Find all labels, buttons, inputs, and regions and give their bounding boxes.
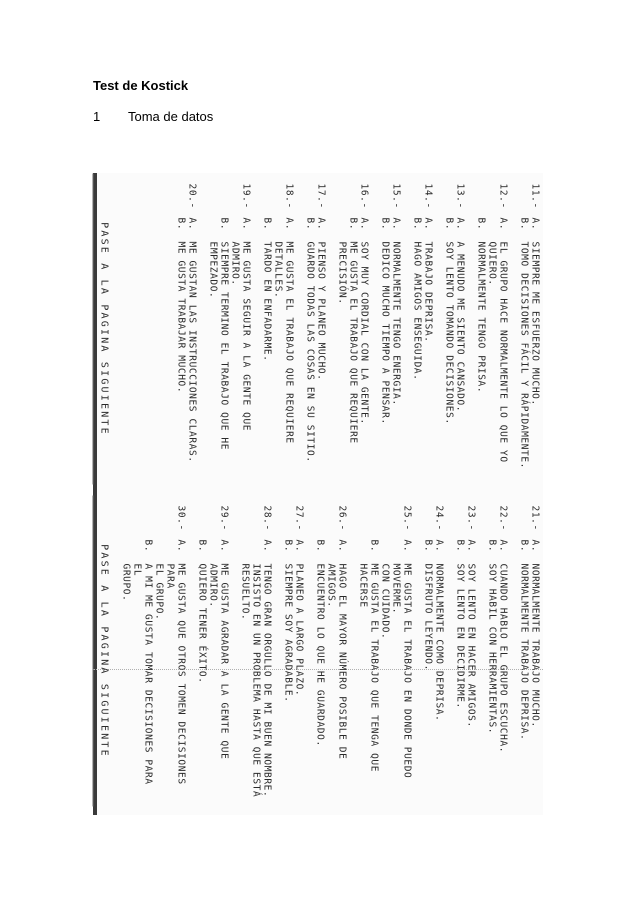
question-item (412, 184, 434, 479)
footer-rule (93, 496, 94, 807)
question-number: 19.- (240, 183, 252, 209)
question-number: 11.- (529, 183, 541, 209)
option-text: NORMALMENTE TENGO ENERGIA. (390, 241, 402, 406)
option-text: ME GUSTA EL TRABAJO EN DONDE PUEDO MOVERME. CON CUIDADO. (379, 563, 413, 779)
option-b (305, 218, 316, 479)
option-a (466, 540, 477, 801)
option-text: A MI ME GUSTA TOMAR DECISIONES PARA EL GRUPO. (120, 563, 154, 785)
option-b (455, 540, 466, 801)
question-item (283, 506, 305, 801)
footer-rule (93, 174, 94, 485)
option-letter: A. (336, 539, 348, 553)
question-number: 23.- (465, 505, 477, 531)
option-a (359, 218, 370, 479)
question-item (197, 506, 230, 801)
option-letter: A. (315, 217, 327, 231)
option-text: GUARDO TODAS LAS COSAS EN SU SITIO. (304, 241, 316, 463)
option-text: NORMALMENTE TRABAJO DEPRISA. (518, 563, 530, 741)
option-b (423, 540, 434, 801)
option-letter: A. (261, 539, 273, 553)
option-a (273, 218, 295, 479)
question-item (240, 506, 273, 801)
option-text: ME GUSTA EL TRABAJO QUE TENGA QUE HACERSE (357, 563, 380, 779)
option-a (208, 540, 230, 801)
option-a (434, 540, 445, 801)
option-a (455, 218, 466, 479)
option-letter: A. (293, 539, 305, 553)
option-text: SOY HABIL CON HERRAMIENTAS. (486, 563, 498, 735)
option-text: ME GUSTA TRABAJAR MUCHO. (175, 241, 187, 394)
option-letter: A. (465, 539, 477, 553)
question-number: 12.- (497, 183, 509, 209)
question-options (476, 218, 509, 479)
option-letter: A. (497, 217, 509, 231)
option-text: PLANEO A LARGO PLAZO. (293, 563, 305, 697)
question-item (315, 506, 348, 801)
option-text: ME GUSTA QUE OTROS TOMEN DECISIONES PARA EL GRUPO. (153, 563, 187, 785)
question-options (176, 218, 198, 479)
option-letter: A. (175, 539, 187, 553)
question-options (305, 218, 327, 479)
question-list (166, 184, 541, 479)
option-letter: A. (433, 539, 445, 553)
option-b (262, 218, 273, 479)
question-number: 27.- (293, 505, 305, 531)
option-letter: B. (218, 217, 230, 231)
option-a (498, 540, 509, 801)
option-text: SIEMPRE ME ESFUERZO MUCHO. (529, 241, 541, 406)
option-b (121, 540, 154, 801)
option-b (444, 218, 455, 479)
option-a (316, 218, 327, 479)
option-letter: B. (142, 539, 154, 553)
option-a (391, 218, 402, 479)
option-text: HAGO AMIGOS ENSEGUIDA. (411, 241, 423, 381)
option-b (519, 218, 530, 479)
question-options (240, 540, 273, 801)
option-text: QUIERO TENER ÉXITO. (196, 563, 208, 684)
question-item (380, 184, 402, 479)
option-text: NORMALMENTE TENGO PRISA. (475, 241, 487, 394)
question-options (262, 218, 295, 479)
scan-page-2 (93, 496, 543, 807)
question-number: 20.- (186, 183, 198, 209)
option-b (283, 540, 294, 801)
option-text: SIEMPRE SOY AGRADABLE. (282, 563, 294, 703)
option-b (208, 218, 230, 479)
option-text: NORMALMENTE COMO DEPRISA. (433, 563, 445, 722)
question-item (337, 184, 370, 479)
option-b (412, 218, 423, 479)
question-options (208, 218, 252, 479)
option-a (230, 218, 252, 479)
option-text: TOMO DECISIONES FÁCIL Y RÁPIDAMENTE. (518, 241, 530, 470)
question-item (358, 506, 413, 801)
question-number: 14.- (422, 183, 434, 209)
option-text: DISFRUTO LEYENDO. (422, 563, 434, 671)
question-number: 29.- (218, 505, 230, 531)
question-options (121, 540, 187, 801)
option-letter: A. (401, 539, 413, 553)
question-options (315, 540, 348, 801)
option-letter: A. (529, 539, 541, 553)
option-text: HAGO EL MAYOR NÚMERO POSIBLE DE AMIGOS. (325, 563, 348, 766)
question-item (208, 184, 252, 479)
next-page-footer: PASE A LA PAGINA SIGUIENTE (98, 544, 110, 758)
question-item (476, 184, 509, 479)
section-label: Toma de datos (128, 109, 214, 124)
option-a (530, 218, 541, 479)
question-item (423, 506, 445, 801)
option-letter: B. (282, 539, 294, 553)
option-letter: B. (454, 539, 466, 553)
option-letter: B. (196, 539, 208, 553)
question-number: 17.- (315, 183, 327, 209)
question-options (358, 540, 413, 801)
option-text: DEDICO MUCHO TIEMPO A PENSAR. (379, 241, 391, 425)
option-letter: B. (486, 539, 498, 553)
question-options (412, 218, 434, 479)
option-text: TRABAJO DEPRISA. (422, 241, 434, 343)
option-letter: A. (422, 217, 434, 231)
option-letter: A. (283, 217, 295, 231)
question-item (176, 184, 198, 479)
option-text: TARDO EN ENFADARME. (261, 241, 273, 362)
option-b (476, 218, 487, 479)
question-options (380, 218, 402, 479)
question-number: 16.- (358, 183, 370, 209)
question-number: 25.- (401, 505, 413, 531)
question-number: 26.- (336, 505, 348, 531)
option-text: SOY LENTO EN HACER AMIGOS. (465, 563, 477, 728)
option-letter: B. (422, 539, 434, 553)
option-text: SOY LENTO TOMANDO DECISIONES. (443, 241, 455, 425)
option-letter: B. (518, 539, 530, 553)
question-number: 24.- (433, 505, 445, 531)
scan-page-1 (93, 174, 543, 485)
option-a (326, 540, 348, 801)
question-number: 22.- (497, 505, 509, 531)
option-text: PIENSO Y PLANEO MUCHO. (315, 241, 327, 381)
option-letter: A. (240, 217, 252, 231)
option-text: A MENUDO ME SIENTO CANSADO. (454, 241, 466, 413)
question-options (487, 540, 509, 801)
option-a (530, 540, 541, 801)
option-letter: B. (411, 217, 423, 231)
option-b (337, 218, 359, 479)
question-item (305, 184, 327, 479)
question-number: 13.- (454, 183, 466, 209)
section-number: 1 (93, 109, 101, 124)
question-options (423, 540, 445, 801)
question-options (519, 540, 541, 801)
option-letter: B. (475, 217, 487, 231)
option-letter: A. (497, 539, 509, 553)
option-text: ME GUSTAN LAS INSTRUCCIONES CLARAS. (186, 241, 198, 463)
scanned-questionnaire (93, 173, 543, 815)
option-letter: B. (175, 217, 187, 231)
option-a (380, 540, 413, 801)
option-letter: A. (358, 217, 370, 231)
option-b (487, 540, 498, 801)
question-item (444, 184, 466, 479)
question-number: 28.- (261, 505, 273, 531)
option-letter: A. (390, 217, 402, 231)
option-text: SOY LENTO EN DECIDIRME. (454, 563, 466, 709)
option-letter: B. (304, 217, 316, 231)
option-text: CUANDO HABLO EL GRUPO ESCUCHA. (497, 563, 509, 754)
question-number: 30.- (175, 505, 187, 531)
option-letter: B. (261, 217, 273, 231)
option-letter: A. (218, 539, 230, 553)
question-item (262, 184, 295, 479)
question-number: 15.- (390, 183, 402, 209)
option-text: NORMALMENTE TRABAJO MUCHO. (529, 563, 541, 728)
question-item (519, 184, 541, 479)
option-b (197, 540, 208, 801)
option-text: ME GUSTA SEGUIR A LA GENTE QUE ADMIRO. (229, 241, 252, 438)
question-item (455, 506, 477, 801)
option-b (380, 218, 391, 479)
option-b (519, 540, 530, 801)
option-a (294, 540, 305, 801)
option-letter: B. (314, 539, 326, 553)
option-letter: B. (347, 217, 359, 231)
option-text: ENCUENTRO LO QUE HE GUARDADO. (314, 563, 326, 747)
question-options (197, 540, 230, 801)
question-options (444, 218, 466, 479)
question-number: 21.- (529, 505, 541, 531)
option-text: ME GUSTA AGRADAR A LA GENTE QUE ADMIRO. (207, 563, 230, 766)
option-letter: B. (518, 217, 530, 231)
option-text: TENGO GRAN ORGULLO DE MI BUEN NOMBRE. INSISTO EN UN PROBLEMA HASTA QUE ESTÁ RESUELTO. (239, 563, 273, 798)
document-title: Test de Kostick (93, 78, 189, 93)
question-item (121, 506, 187, 801)
option-text: ME GUSTA EL TRABAJO QUE REQUIERE PRECISIÓN. (336, 241, 359, 451)
option-a (487, 218, 509, 479)
option-letter: A. (186, 217, 198, 231)
next-page-footer: PASE A LA PAGINA SIGUIENTE (98, 222, 110, 436)
question-options (283, 540, 305, 801)
option-b (176, 218, 187, 479)
option-a (154, 540, 187, 801)
option-letter: B. (368, 539, 380, 553)
question-options (337, 218, 370, 479)
option-text: ME GUSTA EL TRABAJO QUE REQUIERE DETALLES. (272, 241, 295, 451)
option-letter: B. (379, 217, 391, 231)
option-text: SIEMPRE TERMINO EL TRABAJO QUE HE EMPEZADO. (207, 241, 230, 457)
option-a (240, 540, 273, 801)
option-b (315, 540, 326, 801)
option-a (187, 218, 198, 479)
question-number: 18.- (283, 183, 295, 209)
question-options (455, 540, 477, 801)
option-letter: B. (443, 217, 455, 231)
question-options (519, 218, 541, 479)
option-letter: A. (454, 217, 466, 231)
option-b (358, 540, 380, 801)
option-text: EL GRUPO HACE NORMALMENTE LO QUE YO QUIERO. (486, 241, 509, 470)
question-list (111, 506, 541, 801)
option-a (423, 218, 434, 479)
question-item (519, 506, 541, 801)
option-letter: A. (529, 217, 541, 231)
question-item (487, 506, 509, 801)
option-text: SOY MUY CORDIAL CON LA GENTE. (358, 241, 370, 425)
